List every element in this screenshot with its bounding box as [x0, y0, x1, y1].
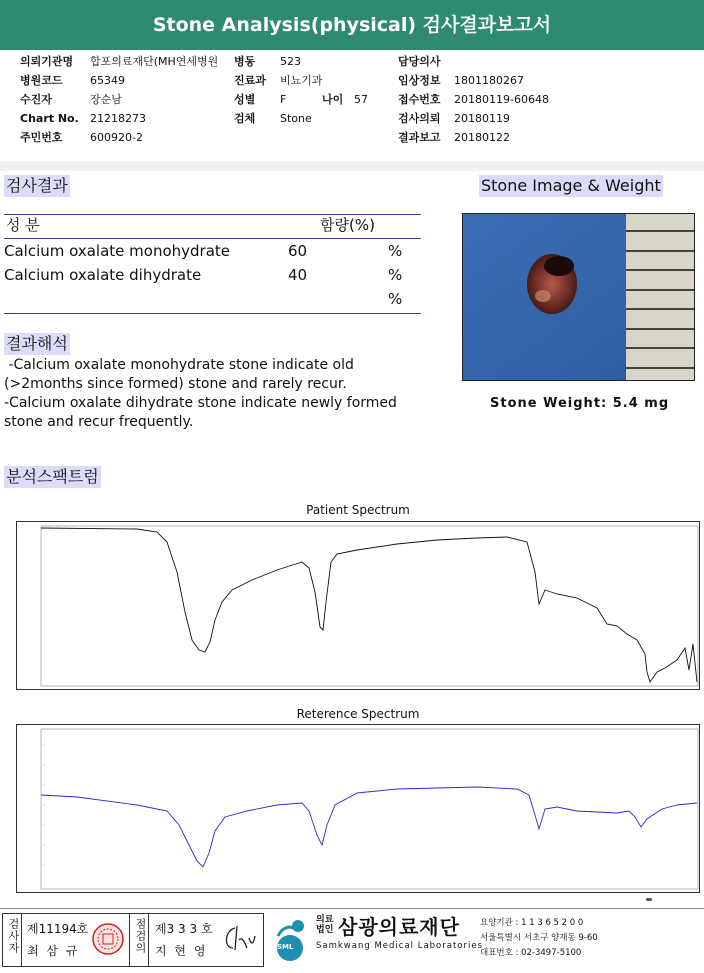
- info-row-ward: 병동 523: [234, 55, 301, 68]
- info-row-report: 결과보고 20180122: [398, 131, 510, 144]
- info-row-hospital-code: 병원코드 65349: [20, 74, 125, 87]
- inspector-name: 최 삼 규: [27, 944, 80, 958]
- confirmer-label: 점검의: [134, 918, 147, 954]
- signature-box: [2, 913, 264, 967]
- col-amount-header: 함량(%): [320, 216, 375, 234]
- info-row-request: 검사의뢰 20180119: [398, 112, 510, 125]
- confirmer-name: 지 현 영: [155, 944, 208, 958]
- info-col-2: [234, 52, 394, 128]
- reference-spectrum-plot: [16, 724, 700, 893]
- divider-band: [0, 161, 704, 171]
- org-contact: 요양기관 : 1 1 3 6 5 2 0 0 서울특별시 서초구 양재동 9-60 대표번호 : 02-3497-5100: [480, 918, 598, 958]
- sig-divider-2: [129, 914, 130, 966]
- col-component-header: 성 분: [6, 216, 40, 234]
- results-table-body: [4, 239, 421, 311]
- patient-spectrum-title: Patient Spectrum: [306, 503, 410, 517]
- info-row-resident-no: 주민번호 600920-2: [20, 131, 143, 144]
- inspector-number: 제11194호: [27, 922, 89, 936]
- results-heading: 검사결과: [6, 176, 68, 195]
- interpretation-text: -Calcium oxalate monohydrate stone indicate old (>2months since formed) stone and rarely recur. -Calcium oxalate dihydrate stone indicate newly formed stone and recur frequently.: [4, 357, 397, 430]
- sml-logo: [268, 914, 314, 964]
- patient-spectrum-plot: [16, 521, 700, 690]
- org-type: 의료 법인: [316, 915, 334, 935]
- info-row-chart-no: Chart No. 21218273: [20, 112, 146, 125]
- info-row-clinical: 임상정보 1801180267: [398, 74, 524, 87]
- info-col-1: [20, 52, 230, 147]
- footer-line: [0, 908, 704, 909]
- sig-divider-1: [21, 914, 22, 966]
- stone-weight: Stone Weight: 5.4 mg: [490, 396, 670, 411]
- seal-stamp: [91, 922, 125, 956]
- info-col-3: [398, 52, 598, 147]
- info-row-doctor: 담당의사: [398, 55, 441, 68]
- reference-spectrum-svg: [17, 725, 701, 894]
- table-row: %: [388, 290, 403, 308]
- info-row-patient: 수진자 장순남: [20, 93, 122, 106]
- spectrum-heading: 분석스팩트럼: [6, 467, 99, 486]
- info-row-dept: 진료과 비뇨기과: [234, 74, 323, 87]
- signature-icon: [221, 922, 257, 956]
- sig-divider-3: [148, 914, 149, 966]
- confirmer-number: 제3 3 3 호: [155, 922, 213, 936]
- seal-icon: [91, 922, 125, 956]
- org-name-en: Samkwang Medical Laboratories: [316, 941, 484, 951]
- info-row-receipt: 접수번호 20180119-60648: [398, 93, 549, 106]
- stone-heading: Stone Image & Weight: [481, 176, 661, 195]
- page-mark: [646, 898, 652, 901]
- inspector-label: 검사자: [7, 918, 20, 954]
- table-bottom-line: [4, 313, 421, 314]
- interpretation-heading: 결과해석: [6, 334, 68, 353]
- patient-spectrum-svg: [17, 522, 701, 691]
- table-row: Calcium oxalate dihydrate 40 %: [4, 266, 403, 284]
- table-row: Calcium oxalate monohydrate 60 %: [4, 242, 403, 260]
- stone-photo: [462, 213, 695, 381]
- info-row-specimen: 검체 Stone: [234, 112, 312, 125]
- stone-photo-svg: [463, 214, 695, 381]
- sml-text: SML: [277, 943, 294, 951]
- reference-spectrum-title: Reterence Spectrum: [296, 707, 420, 721]
- org-name: 삼광의료재단: [338, 915, 460, 939]
- page-title: Stone Analysis(physical) 검사결과보고서: [0, 0, 704, 50]
- info-row-institution: 의뢰기관명 합포의료재단(MH연세병원: [20, 55, 219, 68]
- sml-logo-icon: [268, 914, 314, 964]
- info-row-sex-age: 성별 F 나이 57: [234, 93, 368, 106]
- handwritten-signature: [221, 922, 257, 960]
